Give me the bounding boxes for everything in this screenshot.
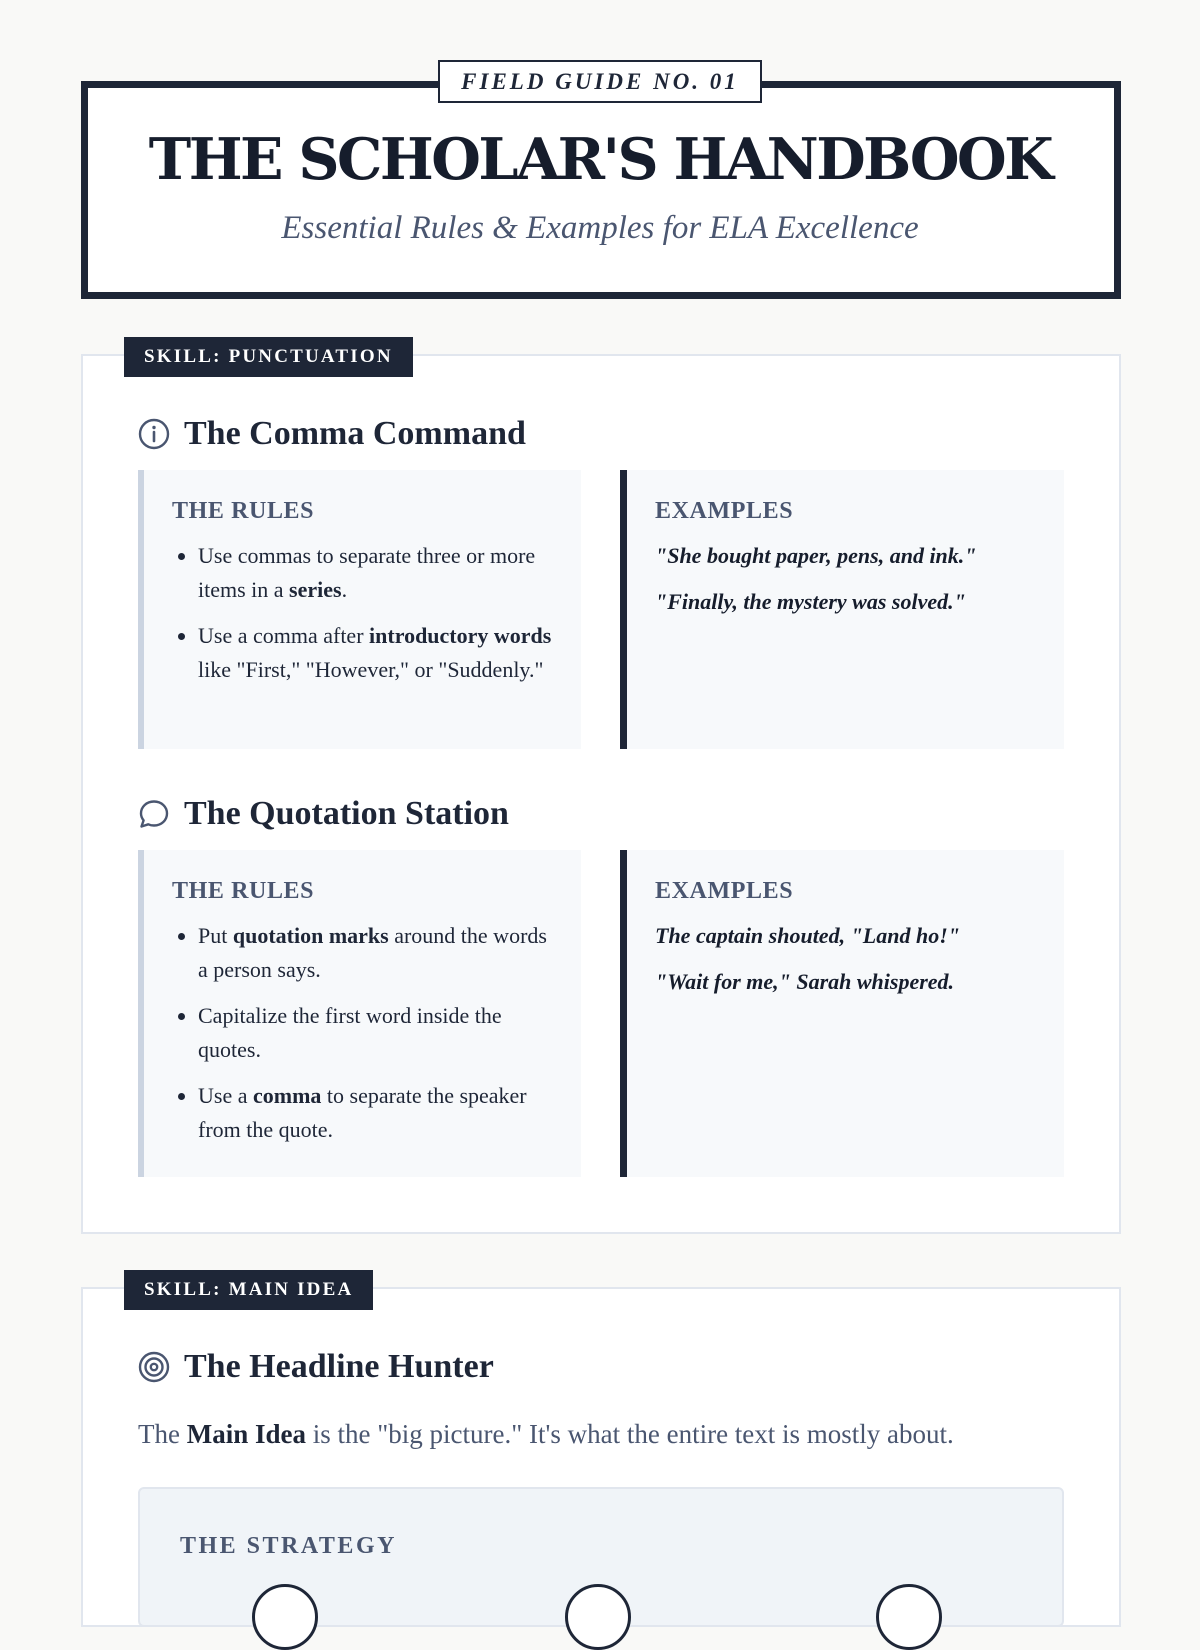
- strategy-step-2: [565, 1584, 631, 1650]
- quotation-rules-list: [172, 919, 553, 1146]
- example-sentence: The captain shouted, "Land ho!": [655, 923, 960, 948]
- page-title: THE SCHOLAR'S HANDBOOK: [148, 126, 1052, 193]
- skill-badge-punctuation: SKILL: PUNCTUATION: [124, 337, 413, 377]
- topic-heading-quotation: [138, 794, 509, 834]
- list-item: • Use commas to separate three or more items in a series.: [198, 539, 553, 606]
- info-circle-icon: [138, 418, 170, 450]
- speech-bubble-icon: [138, 798, 170, 830]
- list-item: • Capitalize the first word inside the quotes.: [198, 999, 553, 1066]
- strategy-step-1: [252, 1584, 318, 1650]
- example-sentence: "Finally, the mystery was solved.": [655, 589, 966, 614]
- quotation-rules-panel: [138, 850, 581, 1177]
- topic-title: The Quotation Station: [184, 795, 509, 832]
- examples-label: EXAMPLES: [655, 498, 794, 524]
- main-idea-intro: The Main Idea is the "big picture." It's what the entire text is mostly about.: [138, 1419, 954, 1449]
- list-item: • Use a comma after introductory words like "First," "However," or "Suddenly.": [198, 619, 553, 686]
- comma-rules-panel: [138, 470, 581, 749]
- comma-rules-list: [172, 539, 553, 686]
- rules-label: THE RULES: [172, 498, 315, 524]
- topic-title: The Headline Hunter: [184, 1348, 494, 1385]
- strategy-box: [138, 1487, 1064, 1627]
- strategy-step-3: [876, 1584, 942, 1650]
- topic-heading-headline: [138, 1347, 494, 1387]
- strategy-label: THE STRATEGY: [180, 1533, 397, 1559]
- field-guide-tag: FIELD GUIDE NO. 01: [438, 60, 762, 103]
- examples-label: EXAMPLES: [655, 878, 794, 904]
- page-subtitle: Essential Rules & Examples for ELA Excellence: [281, 210, 919, 246]
- quotation-examples-panel: [620, 850, 1064, 1177]
- list-item: • Put quotation marks around the words a person says.: [198, 919, 553, 986]
- topic-title: The Comma Command: [184, 415, 526, 452]
- comma-examples-panel: [620, 470, 1064, 749]
- topic-heading-comma: [138, 414, 526, 454]
- example-sentence: "She bought paper, pens, and ink.": [655, 543, 977, 568]
- example-sentence: "Wait for me," Sarah whispered.: [655, 969, 955, 994]
- skill-badge-main-idea: SKILL: MAIN IDEA: [124, 1270, 373, 1310]
- rules-label: THE RULES: [172, 878, 315, 904]
- target-icon: [138, 1351, 170, 1383]
- list-item: • Use a comma to separate the speaker from the quote.: [198, 1079, 553, 1146]
